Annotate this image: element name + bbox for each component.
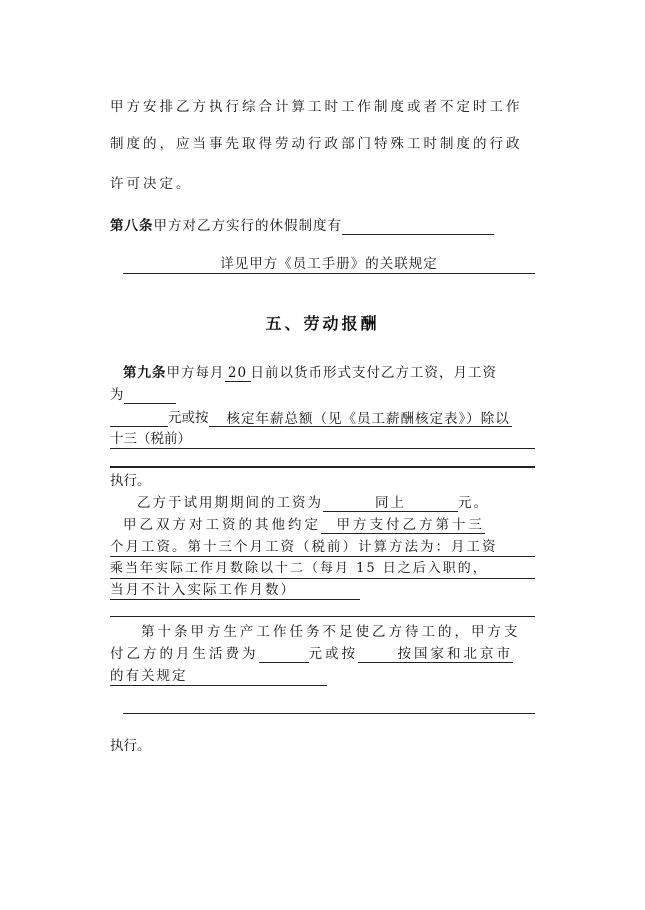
section-title: 五、劳动报酬 [265,314,380,333]
holiday-field[interactable]: 详见甲方《员工手册》的关联规定 [123,255,535,274]
salary-method-line [110,409,512,427]
paragraph-line: 制度的，应当事先取得劳动行政部门特殊工时制度的行政 [110,136,523,152]
execute-text: 执行。 [110,738,151,754]
other-agreement-field-cont[interactable]: 乘当年实际工作月数除以十二（每月 15 日之后入职的， [110,560,535,579]
article-label: 第八条 [110,218,154,234]
salary-method-field-cont[interactable]: 十三（税前） [110,430,535,449]
salary-amount-field[interactable] [124,386,176,404]
label: 元或按 [308,646,358,662]
paragraph-line: 许可决定。 [110,176,193,192]
article-label: 第九条 [123,365,167,381]
other-agreement-field-cont[interactable]: 个月工资。第十三个月工资（税前）计算方法为：月工资 [110,538,535,557]
salary-line [110,386,176,404]
article-text: 甲方对乙方实行的休假制度有 [153,218,342,234]
blank-field[interactable] [110,409,168,427]
article-9 [123,364,497,382]
article-text: 日前以货币形式支付乙方工资，月工资 [250,365,497,381]
probation-line [137,494,489,512]
label: 元。 [458,495,489,511]
label: 付乙方的月生活费为 [110,646,259,662]
article-8 [110,217,494,235]
execute-text: 执行。 [110,473,151,489]
paragraph-line: 甲方安排乙方执行综合计算工时工作制度或者不定时工作 [110,99,523,115]
other-agreement-field-cont[interactable]: 当月不计入实际工作月数） [110,581,360,600]
label: 乙方于试用期期间的工资为 [137,495,323,511]
label: 元或按 [168,410,209,426]
allowance-method-field-cont[interactable]: 的有关规定 [110,667,327,686]
other-agreement-field[interactable]: 甲方支付乙方第十三 [321,516,485,534]
blank-line [110,616,535,617]
allowance-amount-field[interactable] [259,645,309,663]
article-text: 甲方每月 [166,365,225,381]
label: 为 [110,387,124,403]
article-10: 第十条甲方生产工作任务不足使乙方待工的，甲方支 [141,624,521,640]
blank-line [110,466,535,468]
salary-method-field[interactable]: 核定年薪总额（见《员工薪酬核定表》）除以 [209,410,512,427]
blank-field[interactable] [342,217,494,235]
blank-line [123,713,535,714]
allowance-method-field[interactable]: 按国家和北京市 [358,645,513,663]
pay-day-field[interactable]: 20 [225,364,251,382]
label: 甲乙双方对工资的其他约定 [123,517,321,533]
other-agreement-line [123,516,485,534]
living-allowance-line [110,645,513,663]
probation-salary-field[interactable]: 同上 [323,494,458,512]
